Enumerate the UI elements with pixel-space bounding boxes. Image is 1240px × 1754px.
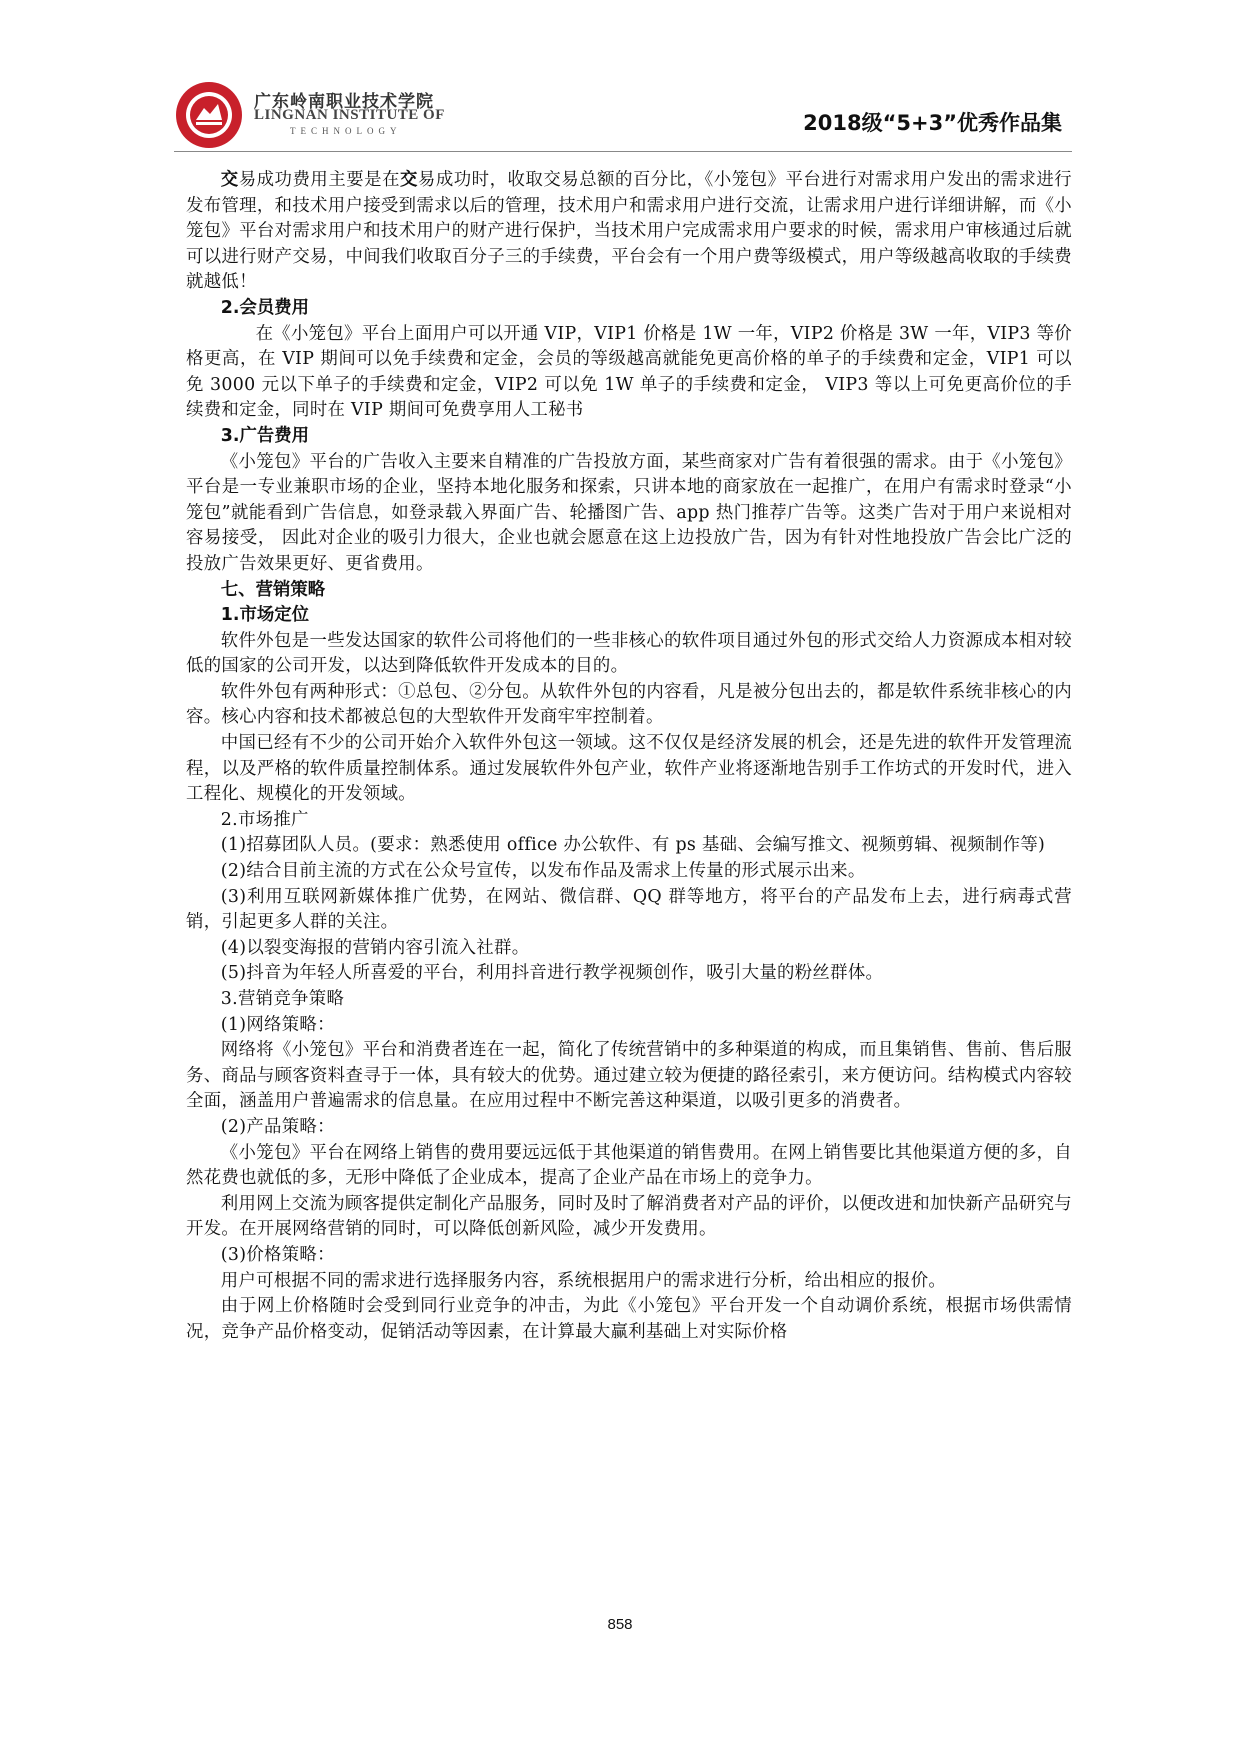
page-number: 858 xyxy=(607,1616,633,1633)
header-divider xyxy=(174,151,1072,152)
heading-network-strategy: (1)网络策略： xyxy=(220,1014,335,1035)
paragraph-product-1: 《小笼包》平台在网络上销售的费用要远远低于其他渠道的销售费用。在网上销售要比其他渠道方便的多，自然花费也就低的多，无形中降低了企业成本，提高了企业产品在市场上的竞争力。 xyxy=(186,1142,1072,1189)
promotion-item-4: (4)以裂变海报的营销内容引流入社群。 xyxy=(220,937,530,958)
paragraph-positioning-2: 软件外包有两种形式：①总包、②分包。从软件外包的内容看，凡是被分包出去的，都是软件系统非核心的内容。核心内容和技术都被总包的大型软件开发商牢牢控制着。 xyxy=(186,681,1072,728)
paragraph-positioning-3: 中国已经有不少的公司开始介入软件外包这一领域。这不仅仅是经济发展的机会，还是先进的软件开发管理流程，以及严格的软件质量控制体系。通过发展软件外包产业，软件产业将逐渐地告别手工作坊式的开发时代，进入工程化、规模化的开发领域。 xyxy=(186,733,1072,805)
promotion-item-5: (5)抖音为年轻人所喜爱的平台，利用抖音进行教学视频创作，吸引大量的粉丝群体。 xyxy=(220,963,884,984)
page-body xyxy=(186,168,1072,1345)
heading-market-positioning: 1.市场定位 xyxy=(220,605,310,626)
paragraph-product-2: 利用网上交流为顾客提供定制化产品服务，同时及时了解消费者对产品的评价，以便改进和加快新产品研究与开发。在开展网络营销的同时，可以降低创新风险，减少开发费用。 xyxy=(186,1193,1072,1240)
school-name-cn: 广东岭南职业技术学院 xyxy=(254,92,434,112)
paragraph-price-2: 由于网上价格随时会受到同行业竞争的冲击，为此《小笼包》平台开发一个自动调价系统，根据市场供需情况，竞争产品价格变动，促销活动等因素，在计算最大赢利基础上对实际价格 xyxy=(186,1296,1072,1342)
text-run: 易成功费用主要是在 xyxy=(238,170,400,190)
paragraph-member-fee: 在《小笼包》平台上面用户可以开通 VIP，VIP1 价格是 1W 一年，VIP2 价格是 3W 一年，VIP3 等价格更高，在 VIP 期间可以免手续费和定金，会员的等级越高就能免更高价格的单子的手续费和定金，VIP1 可以免 3000 元以下单子的手续费和定金，VIP2 可以免 1W 单子的手续费和定金， VIP3 等以上可免更高价位的手续费和定金，同时在 VIP 期间可免费享用人工秘书 xyxy=(186,323,1072,421)
school-name-en: LINGNAN INSTITUTE OF xyxy=(254,107,445,123)
paragraph-network-strategy: 网络将《小笼包》平台和消费者连在一起，简化了传统营销中的多种渠道的构成，而且集销售、售前、售后服务、商品与顾客资料查寻于一体，具有较大的优势。通过建立较为便捷的路径索引，来方便访问。结构模式内容较全面，涵盖用户普遍需求的信息量。在应用过程中不断完善这种渠道，以吸引更多的消费者。 xyxy=(186,1040,1072,1112)
paragraph-positioning-1: 软件外包是一些发达国家的软件公司将他们的一些非核心的软件项目通过外包的形式交给人力资源成本相对较低的国家的公司开发，以达到降低软件开发成本的目的。 xyxy=(186,630,1072,677)
heading-market-promotion: 2.市场推广 xyxy=(220,809,309,830)
promotion-item-2: (2)结合目前主流的方式在公众号宣传，以发布作品及需求上传量的形式展示出来。 xyxy=(220,861,866,882)
heading-product-strategy: (2)产品策略： xyxy=(220,1116,335,1137)
page-header xyxy=(0,0,1240,150)
school-name-en-sub: TECHNOLOGY xyxy=(290,126,402,136)
text-run: 易成功时，收取交易总额的百分比，《小笼包》平台进行对需求用户发出的需求进行发布管理，和技术用户接受到需求以后的管理，技术用户和需求用户进行交流，让需求用户进行详细讲解，而《小笼包》平台对需求用户和技术用户的财产进行保护，当技术用户完成需求用户要求的时候，需求用户审核通过后就可以进行财产交易，中间我们收取百分子三的手续费，平台会有一个用户费等级模式，用户等级越高收取的手续费就越低！ xyxy=(186,170,1072,293)
heading-ad-fee: 3.广告费用 xyxy=(220,425,310,446)
promotion-item-3: (3)利用互联网新媒体推广优势，在网站、微信群、QQ 群等地方，将平台的产品发布上去，进行病毒式营销，引起更多人群的关注。 xyxy=(186,886,1072,933)
bold-char: 交 xyxy=(220,170,239,190)
paragraph-ad-fee: 《小笼包》平台的广告收入主要来自精准的广告投放方面，某些商家对广告有着很强的需求。由于《小笼包》平台是一专业兼职市场的企业，坚持本地化服务和探索，只讲本地的商家放在一起推广，在用户有需求时登录“小笼包”就能看到广告信息，如登录载入界面广告、轮播图广告、app 热门推荐广告等。这类广告对于用户来说相对容易接受， 因此对企业的吸引力很大，企业也就会愿意在这上边投放广告，因为有针对性地投放广告会比广泛的投放广告效果更好、更省费用。 xyxy=(186,451,1072,574)
heading-competition-strategy: 3.营销竞争策略 xyxy=(220,989,345,1009)
paragraph-transaction-fee xyxy=(186,168,1072,296)
bold-char: 交 xyxy=(400,170,418,190)
heading-member-fee: 2.会员费用 xyxy=(220,297,310,318)
heading-marketing-strategy: 七、营销策略 xyxy=(220,579,326,600)
heading-price-strategy: (3)价格策略： xyxy=(220,1244,335,1265)
paragraph-price-1: 用户可根据不同的需求进行选择服务内容，系统根据用户的需求进行分析，给出相应的报价。 xyxy=(220,1270,947,1291)
collection-title: 2018级“5+3”优秀作品集 xyxy=(803,111,1062,135)
promotion-item-1: (1)招募团队人员。(要求：熟悉使用 office 办公软件、有 ps 基础、会编写推文、视频剪辑、视频制作等) xyxy=(220,835,1046,856)
school-logo-icon xyxy=(174,80,244,150)
